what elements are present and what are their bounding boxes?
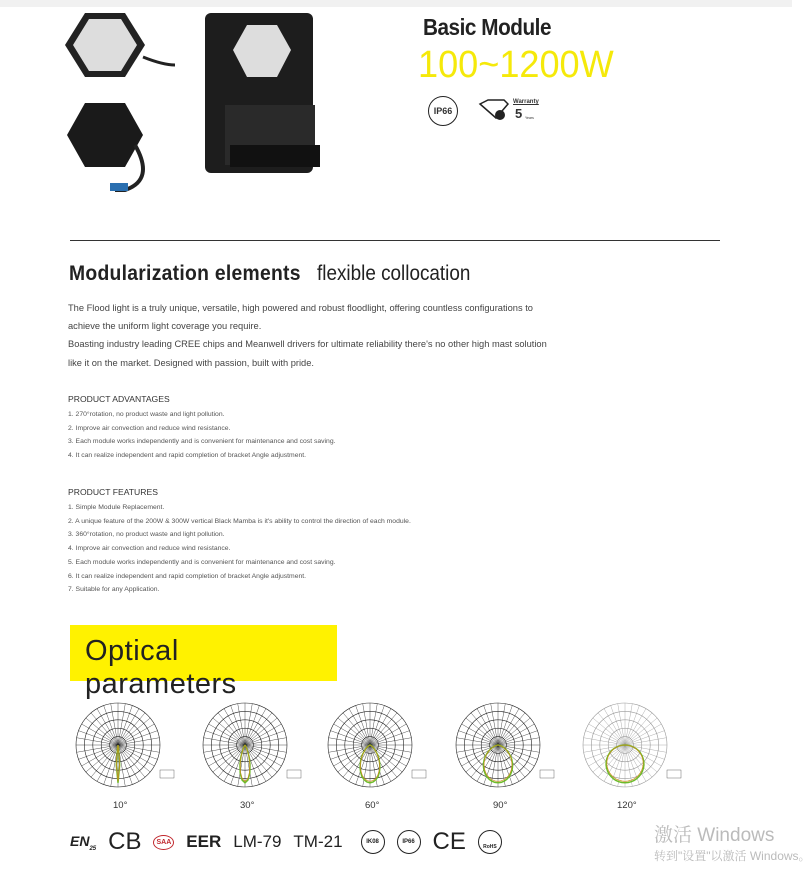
windows-watermark-subtitle: 转到"设置"以激活 Windows。 — [654, 849, 811, 863]
warranty-icon — [478, 98, 512, 122]
polar-legend — [667, 770, 681, 778]
list-item: 2. A unique feature of the 200W & 300W vertical Black Mamba is it's ability to control the direction of each module. — [68, 517, 411, 525]
floodlight-image — [205, 13, 320, 173]
intro-line: achieve the uniform light coverage you require. — [68, 321, 262, 332]
warranty-years: 5 — [515, 106, 523, 121]
lm79-logo: LM-79 — [233, 832, 282, 851]
beam-label: 120° — [617, 800, 637, 811]
polar-legend — [412, 770, 426, 778]
eer-logo: EER — [186, 832, 222, 851]
module-front-image — [65, 13, 175, 77]
ce-logo: CE — [432, 828, 466, 855]
heading-light: flexible collocation — [316, 262, 471, 285]
saa-logo: SAA — [153, 835, 174, 850]
list-item: 4. Improve air convection and reduce wind resistance. — [68, 545, 231, 553]
list-item: 3. Each module works independently and is convenient for maintenance and cost saving. — [68, 438, 336, 446]
list-item: 1. 270°rotation, no product waste and light pollution. — [68, 411, 225, 418]
warranty-unit: Years — [525, 116, 534, 120]
list-item: 1. Simple Module Replacement. — [68, 504, 165, 511]
list-item: 2. Improve air convection and reduce wind resistance. — [68, 424, 231, 432]
tm21-logo: TM-21 — [293, 832, 343, 851]
warranty-label: Warranty — [513, 99, 539, 105]
heading-bold: Modularization elements — [69, 262, 301, 285]
certification-logos — [70, 828, 502, 856]
divider — [70, 240, 720, 241]
intro-line: Boasting industry leading CREE chips and Meanwell drivers for ultimate reliability there's no other high mast solution — [68, 339, 547, 350]
intro-paragraph — [68, 299, 588, 372]
intro-line: The Flood light is a truly unique, versatile, high powered and robust floodlight, offering countless configurations to — [68, 303, 533, 313]
ip66-logo: IP66 — [397, 830, 421, 854]
polar-legend — [287, 770, 301, 778]
cb-logo: CB — [108, 828, 142, 855]
intro-line: like it on the market. Designed with passion, built with pride. — [68, 357, 314, 368]
beam-label: 30° — [240, 800, 255, 811]
beam-label: 10° — [113, 800, 128, 811]
list-item: 5. Each module works independently and is convenient for maintenance and cost saving. — [68, 558, 336, 566]
features-list — [68, 501, 411, 597]
list-item: 6. It can realize independent and rapid completion of bracket Angle adjustment. — [68, 572, 307, 580]
rohs-logo: RoHS — [478, 830, 502, 854]
windows-watermark-title: 激活 Windows — [654, 825, 775, 846]
list-item: 7. Suitable for any Application. — [68, 586, 160, 594]
power-range: 100~1200W — [418, 44, 614, 86]
ip66-badge: IP66 — [428, 96, 458, 126]
advantages-title: PRODUCT ADVANTAGES — [68, 394, 170, 404]
features-title: PRODUCT FEATURES — [68, 487, 158, 497]
beam-label: 90° — [493, 800, 508, 811]
beam-label: 60° — [365, 800, 380, 811]
ik08-logo: IK08 — [361, 830, 385, 854]
product-images — [55, 5, 345, 195]
product-title: Basic Module — [423, 14, 552, 40]
polar-diagrams — [0, 680, 792, 800]
optical-parameters-banner: Optical parameters — [70, 625, 337, 681]
enec-logo: $EN_{25}$ — [70, 832, 97, 852]
polar-legend — [540, 770, 554, 778]
polar-legend — [160, 770, 174, 778]
module-back-image — [67, 103, 143, 191]
section-heading — [69, 262, 487, 286]
list-item: 3. 360°rotation, no product waste and light pollution. — [68, 531, 225, 539]
advantages-list — [68, 408, 336, 463]
list-item: 4. It can realize independent and rapid completion of bracket Angle adjustment. — [68, 452, 307, 460]
